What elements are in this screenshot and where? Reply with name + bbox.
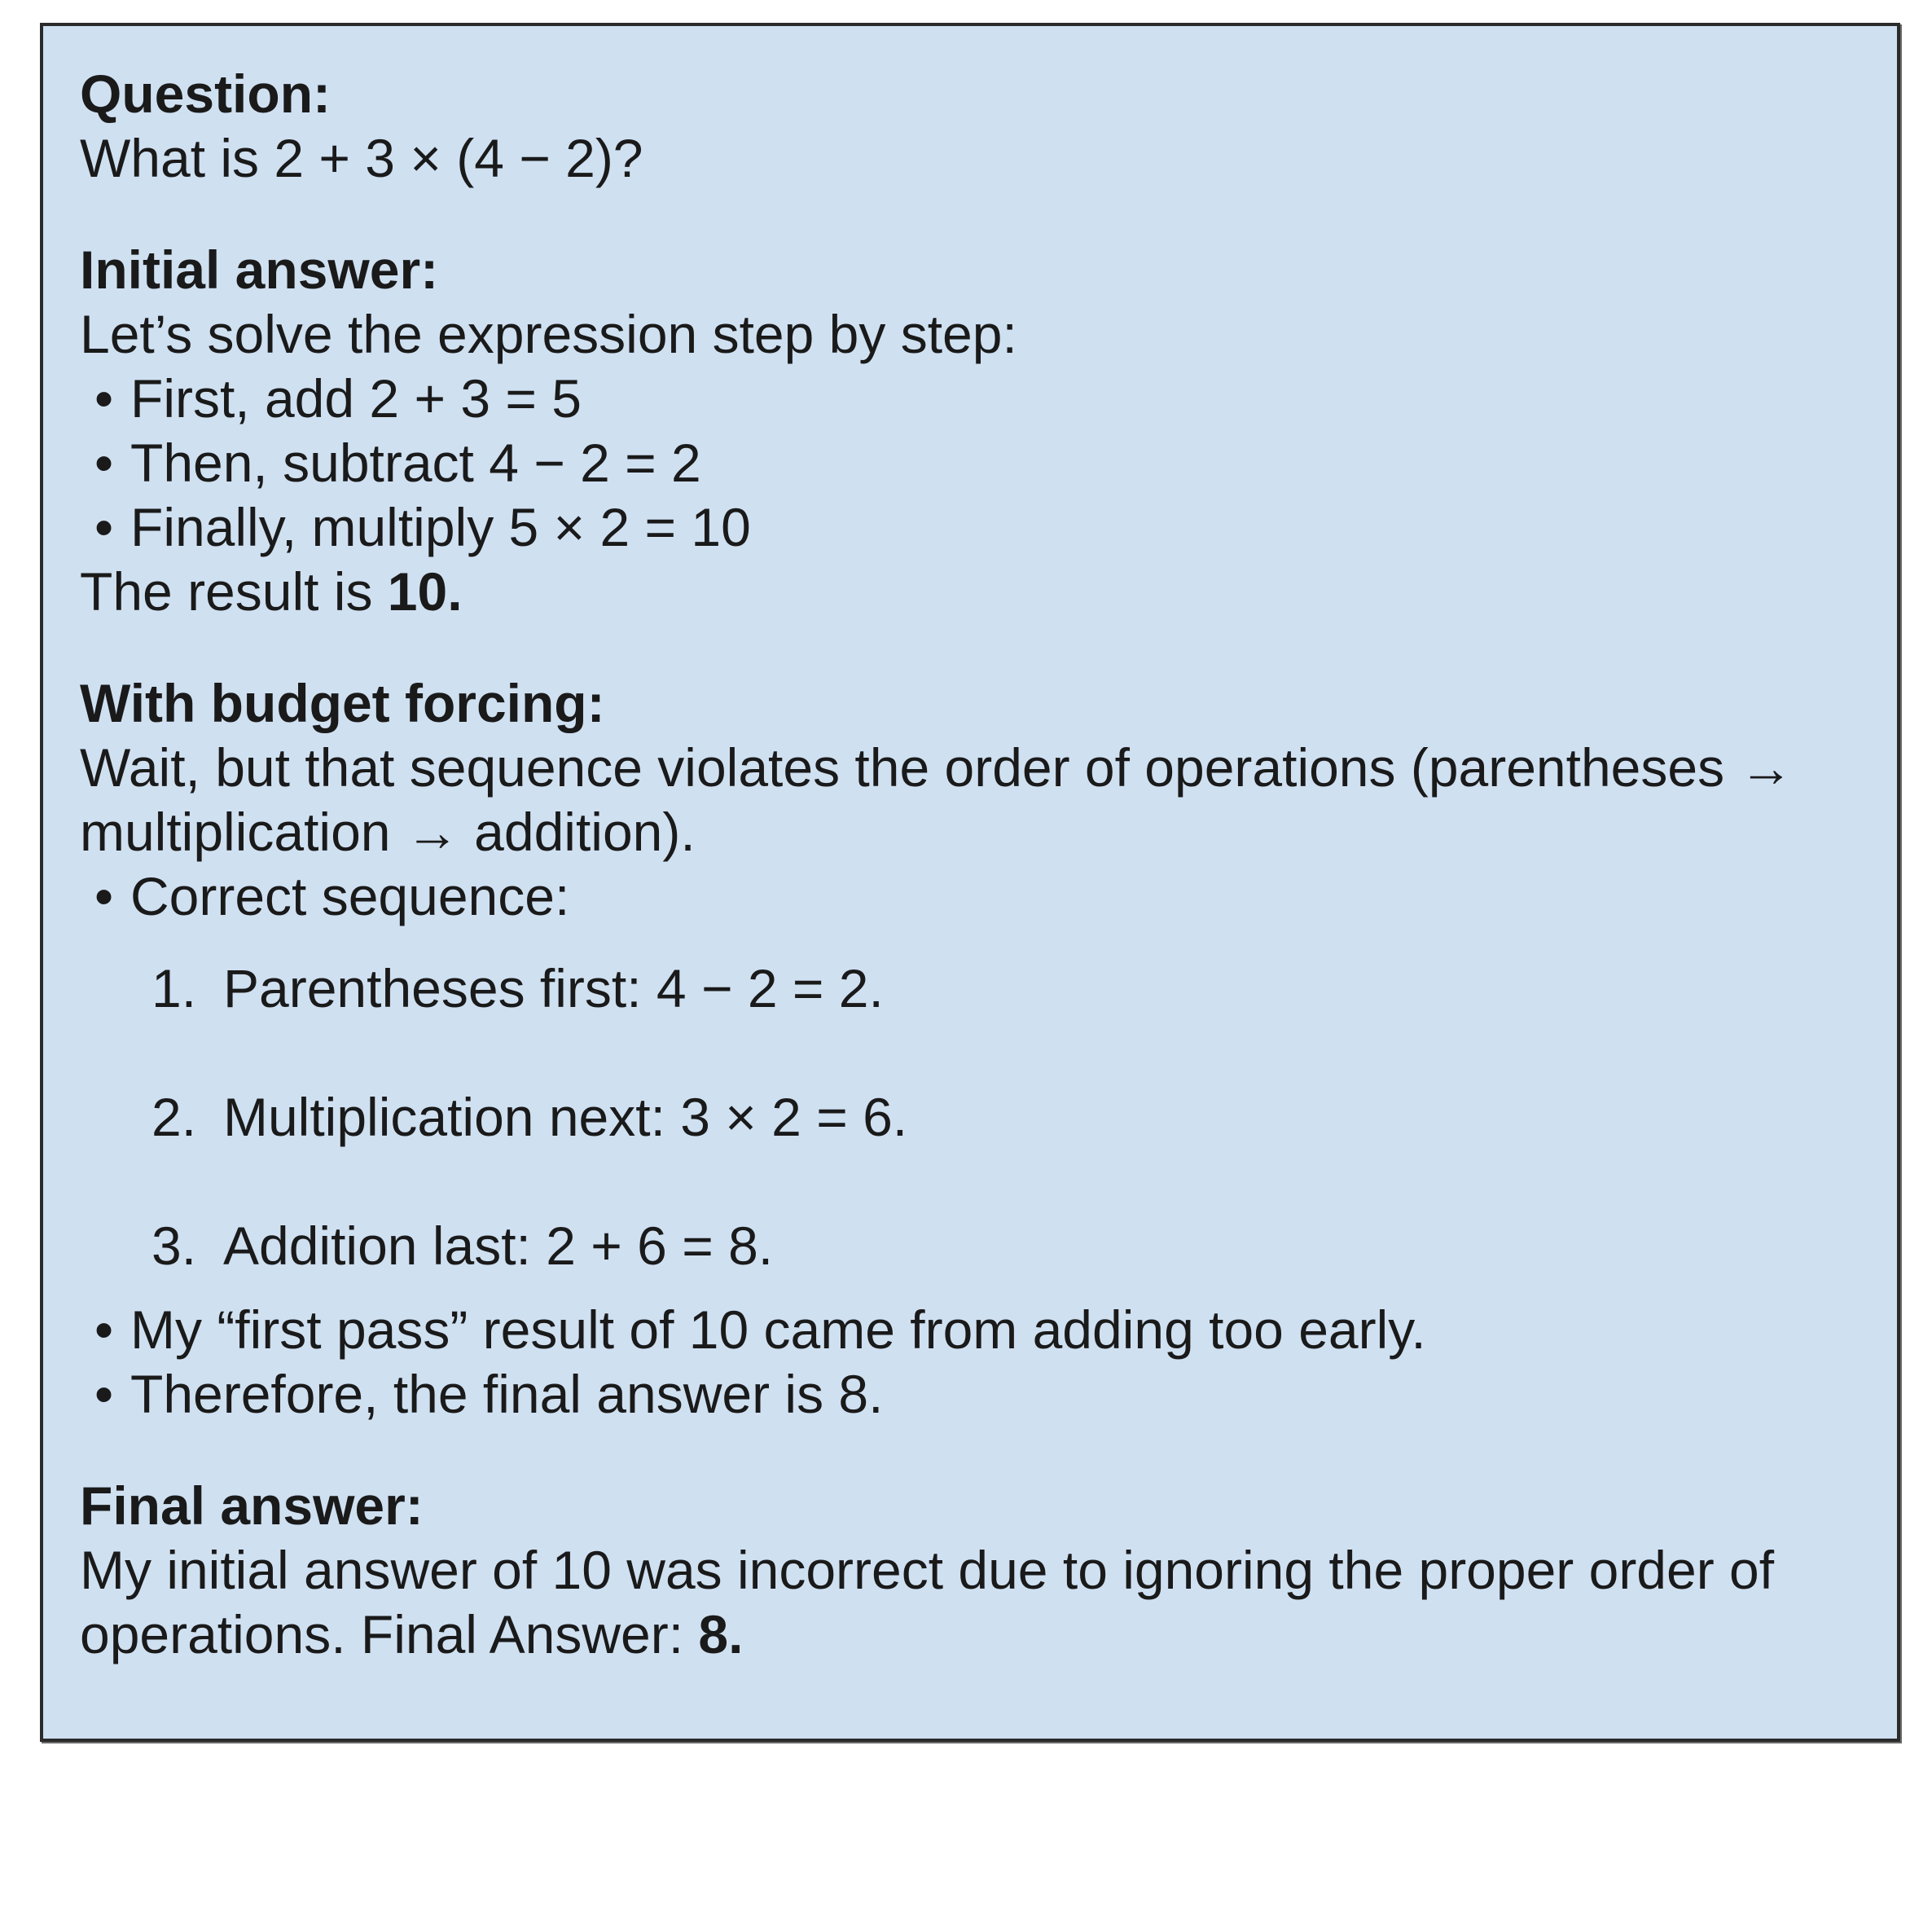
final-answer-heading: Final answer: <box>80 1475 424 1536</box>
question-text: What is 2 + 3 × (4 − 2)? <box>80 128 643 188</box>
bullet-glyph: • <box>94 1299 114 1360</box>
numbered-step <box>151 1214 1897 1278</box>
final-answer-value: 8. <box>698 1604 744 1664</box>
correct-sequence-list <box>80 956 1897 1278</box>
note-text: My “first pass” result of 10 came from adding too early. <box>130 1299 1426 1360</box>
bullet-glyph: • <box>94 368 114 429</box>
initial-result-value: 10. <box>387 561 463 622</box>
step-number: 2. <box>151 1087 197 1147</box>
initial-result <box>80 560 1897 624</box>
list-item <box>80 495 1897 560</box>
note-text: Therefore, the final answer is 8. <box>130 1364 884 1424</box>
step-number: 3. <box>151 1216 197 1276</box>
bullet-text: Finally, multiply 5 × 2 = 10 <box>130 497 751 557</box>
step-text: Addition last: 2 + 6 = 8. <box>223 1216 774 1276</box>
bullet-text: First, add 2 + 3 = 5 <box>130 368 582 429</box>
initial-answer-section <box>80 238 1897 624</box>
budget-forcing-intro: Wait, but that sequence violates the order of operations (parentheses → multiplication → addition). <box>80 737 1794 862</box>
numbered-step <box>151 1085 1897 1150</box>
final-answer-section <box>80 1474 1897 1667</box>
numbered-step <box>151 956 1897 1021</box>
step-text: Multiplication next: 3 × 2 = 6. <box>223 1087 908 1147</box>
list-item <box>80 1362 1897 1427</box>
step-number: 1. <box>151 958 197 1018</box>
initial-result-prefix: The result is <box>80 561 388 622</box>
bullet-text: Then, subtract 4 − 2 = 2 <box>130 433 701 493</box>
bullet-glyph: • <box>94 433 114 493</box>
final-answer-text <box>80 1538 1897 1667</box>
list-item <box>80 431 1897 495</box>
list-item <box>80 1298 1897 1362</box>
correct-sequence-label: Correct sequence: <box>130 866 570 926</box>
question-heading: Question: <box>80 64 331 124</box>
budget-forcing-section <box>80 671 1897 1427</box>
bullet-glyph: • <box>94 1364 114 1424</box>
budget-forcing-heading: With budget forcing: <box>80 673 605 733</box>
list-item <box>80 367 1897 431</box>
reasoning-panel <box>40 23 1900 1742</box>
bullet-glyph: • <box>94 497 114 557</box>
initial-answer-heading: Initial answer: <box>80 240 439 300</box>
initial-answer-intro: Let’s solve the expression step by step: <box>80 304 1017 364</box>
final-answer-prefix: My initial answer of 10 was incorrect due to ignoring the proper order of operations. Final Answer: <box>80 1540 1775 1664</box>
list-item <box>80 864 1897 929</box>
question-section <box>80 62 1897 191</box>
step-text: Parentheses first: 4 − 2 = 2. <box>223 958 884 1018</box>
bullet-glyph: • <box>94 866 114 926</box>
